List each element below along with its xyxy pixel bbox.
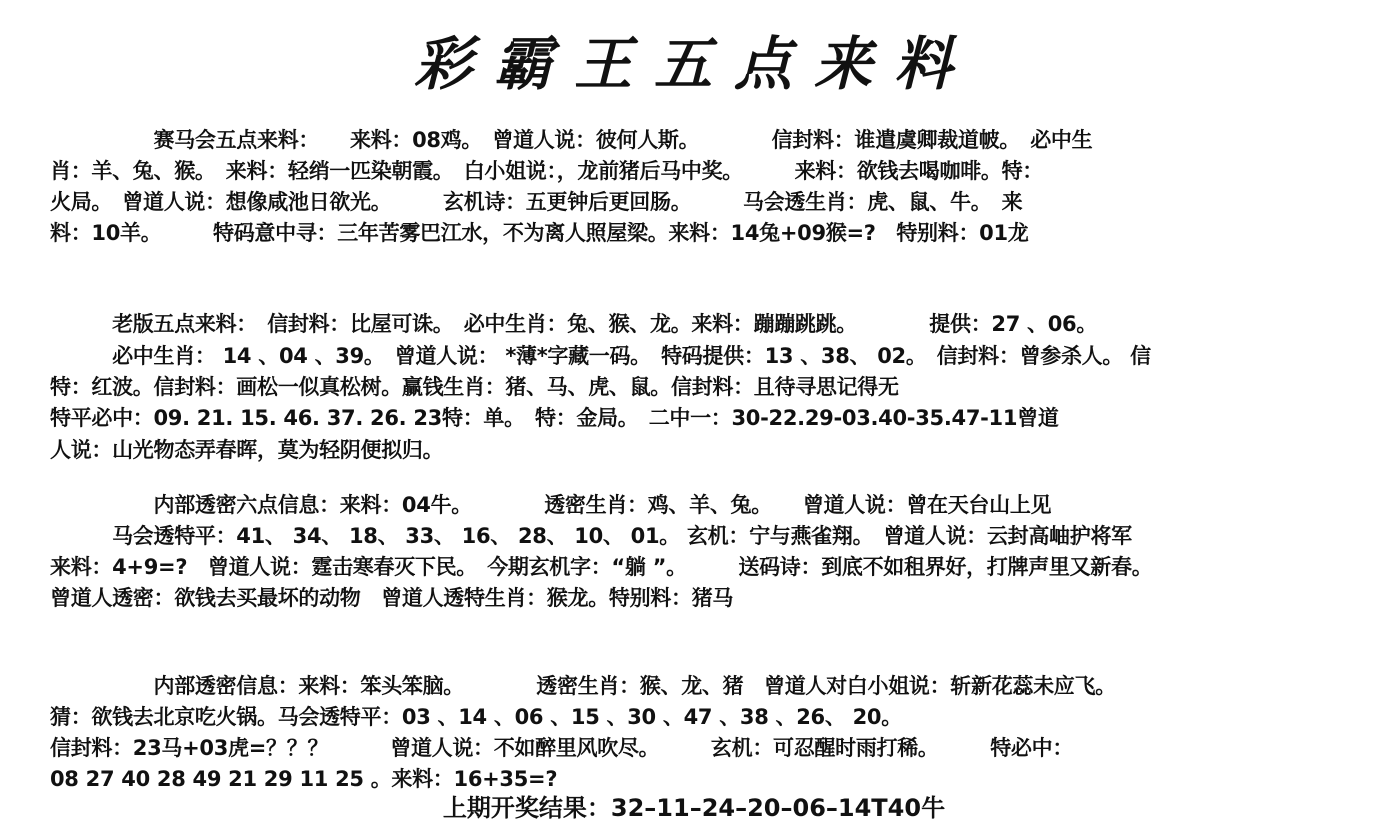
section1-line-4: 料：10羊。 特码意中寻：三年苦雾巴江水，不为离人照屋梁。来料：14兔+09猴=? 特别料：01龙 <box>50 221 1029 245</box>
section1-line-2: 肖：羊、兔、猴。 来料：轻绡一匹染朝霞。 白小姐说：，龙前猪后马中奖。 来料：欲钱去喝咖啡。特： <box>50 159 1043 183</box>
section4-line-4: 08 27 40 28 49 21 29 11 25 。来料：16+35=? <box>50 767 558 791</box>
section4-line-1: 内部透密信息：来料：笨头笨脑。 透密生肖：猴、龙、猪 曾道人对白小姐说：斩新花蕊未应飞。 <box>50 674 1116 698</box>
section4-line-2: 猜：欲钱去北京吃火锅。马会透特平：03 、14 、06 、15 、30 、47 、38 、26、 20。 <box>50 705 902 729</box>
section3-line-4: 曾道人透密：欲钱去买最坏的动物 曾道人透特生肖：猴龙。特别料：猪马 <box>50 586 734 610</box>
section2-line-5: 人说：山光物态弄春晖，莫为轻阴便拟归。 <box>50 438 444 462</box>
section4-line-3: 信封料：23马+03虎=？？？ 曾道人说：不如醉里风吹尽。 玄机：可忍醒时雨打稀。 特必中： <box>50 736 1074 760</box>
last-draw-result: 上期开奖结果：32–11–24–20–06–14T40牛 <box>442 794 946 822</box>
section1-line-1: 赛马会五点来料： 来料：08鸡。 曾道人说：彼何人斯。 信封料：谁遣虞卿裁道帔。 必中生 <box>50 128 1093 152</box>
section3-line-1: 内部透密六点信息：来料：04牛。 透密生肖：鸡、羊、兔。 曾道人说：曾在天台山上见 <box>50 493 1052 517</box>
section2-line-1: 老版五点来料： 信封料：比屋可诛。 必中生肖：兔、猴、龙。来料：蹦蹦跳跳。 提供：27 、06。 <box>50 312 1098 336</box>
section2-line-4: 特平必中：09. 21. 15. 46. 37. 26. 23特：单。 特：金局。 二中一：30-22.29-03.40-35.47-11曾道 <box>50 406 1059 430</box>
section2-line-2: 必中生肖： 14 、04 、39。 曾道人说： *薄*字藏一码。 特码提供：13 、38、 02。 信封料：曾参杀人。 信 <box>50 344 1151 368</box>
section2-line-3: 特：红波。信封料：画松一似真松树。赢钱生肖：猪、马、虎、鼠。信封料：且待寻思记得无 <box>50 375 899 399</box>
section3-line-3: 来料：4+9=? 曾道人说：霆击寒春灭下民。 今期玄机字：“躺 ”。 送码诗：到底不如租界好，打牌声里又新春。 <box>50 555 1153 579</box>
section1-line-3: 火局。 曾道人说：想像咸池日欲光。 玄机诗：五更钟后更回肠。 马会透生肖：虎、鼠、牛。 来 <box>50 190 1023 214</box>
page-title: 彩霸王五点来料 <box>413 30 974 98</box>
section3-line-2: 马会透特平：41、 34、 18、 33、 16、 28、 10、 01。 玄机：宁与燕雀翔。 曾道人说：云封高岫护将军 <box>50 524 1132 548</box>
